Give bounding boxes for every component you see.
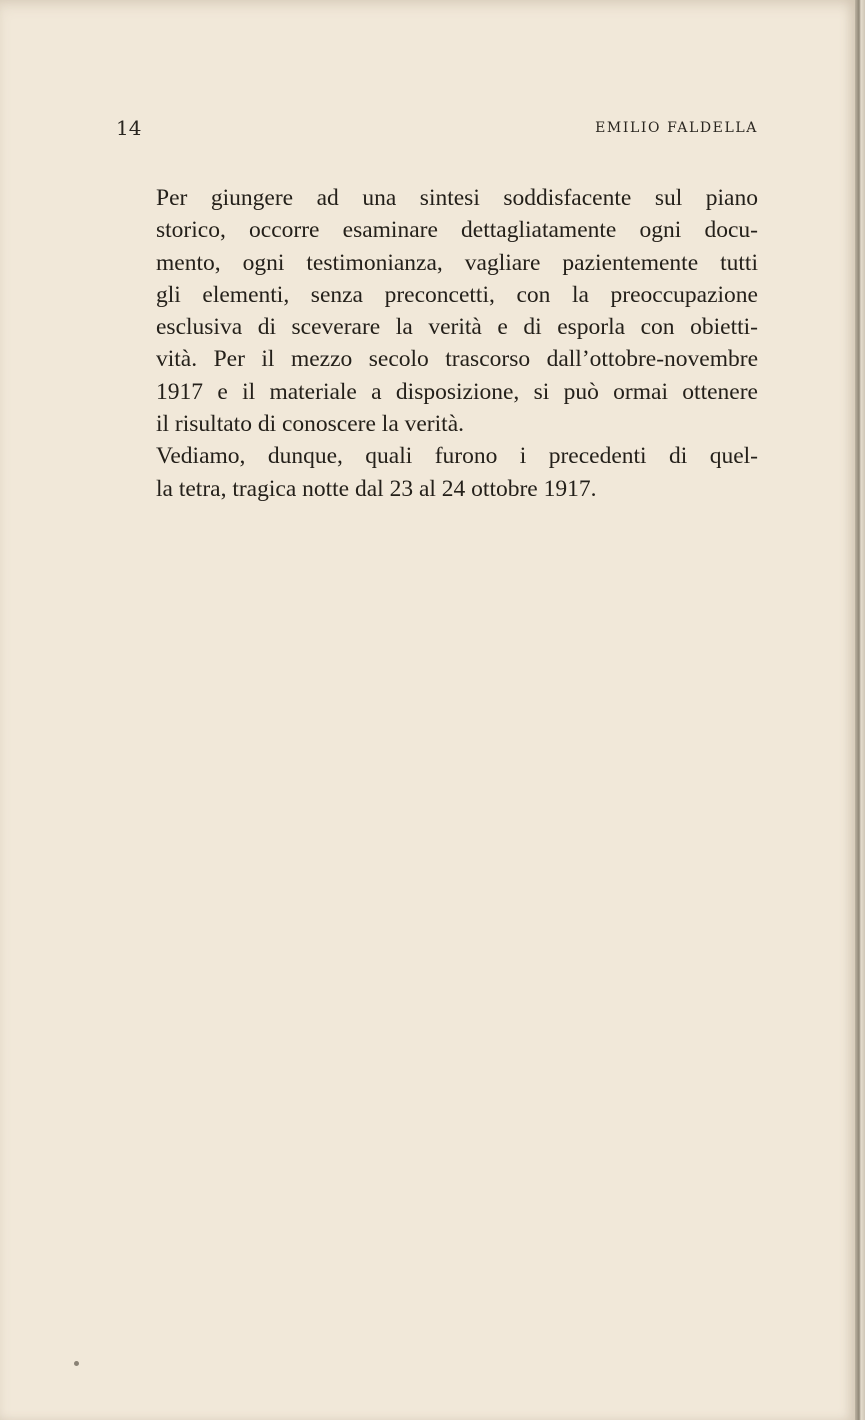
text-line: 1917 e il materiale a disposizione, si può ormai ottenere [156,378,758,405]
text-line: gli elementi, senza preconcetti, con la preoccupazione [156,281,758,308]
paper-speck [74,1361,79,1366]
running-title: EMILIO FALDELLA [595,120,758,136]
text-line: Per giungere ad una sintesi soddisfacente sul piano [156,185,758,211]
text-line: Vediamo, dunque, quali furono i precedenti di quel- [156,443,758,470]
running-head [116,116,758,140]
text-line: storico, occorre esaminare dettagliatamente ogni docu- [156,217,758,244]
page-number: 14 [116,116,142,140]
text-line: esclusiva di sceverare la verità e di esporla con obietti- [156,314,758,341]
page-edge [855,0,865,1420]
text-line: il risultato di conoscere la verità. [156,411,465,438]
text-line: vità. Per il mezzo secolo trascorso dall’ottobre-novembre [156,346,758,373]
paragraph-2 [116,440,758,505]
text-line: la tetra, tragica notte dal 23 al 24 ottobre 1917. [156,475,597,502]
body-text [116,182,758,505]
text-line: mento, ogni testimonianza, vagliare pazientemente tutti [156,249,758,276]
paragraph-1 [116,182,758,440]
